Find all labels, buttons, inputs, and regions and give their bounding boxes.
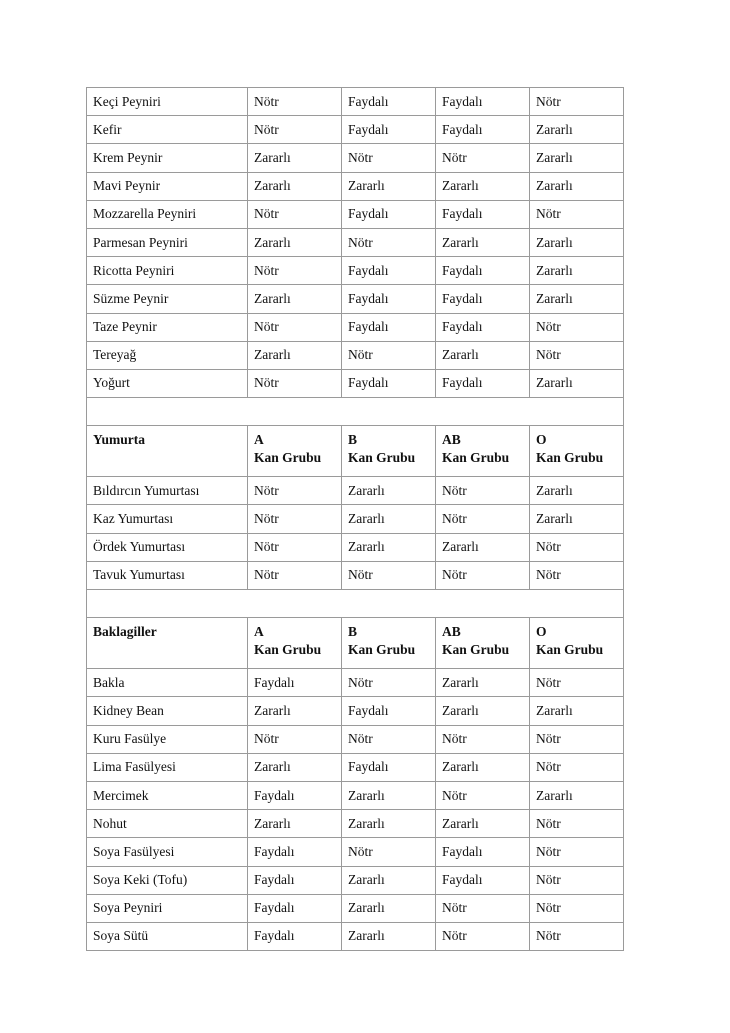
effect-cell: Faydalı bbox=[342, 697, 436, 725]
effect-cell: Nötr bbox=[436, 561, 530, 589]
effect-cell: Nötr bbox=[342, 561, 436, 589]
effect-cell: Nötr bbox=[342, 228, 436, 256]
effect-cell: Zararlı bbox=[436, 341, 530, 369]
effect-cell: Faydalı bbox=[248, 866, 342, 894]
food-name-cell: Lima Fasülyesi bbox=[87, 753, 248, 781]
effect-cell: Nötr bbox=[530, 669, 624, 697]
effect-cell: Zararlı bbox=[530, 257, 624, 285]
effect-cell: Faydalı bbox=[436, 200, 530, 228]
table-row bbox=[87, 894, 624, 922]
effect-cell: Faydalı bbox=[436, 285, 530, 313]
effect-cell: Nötr bbox=[530, 725, 624, 753]
table-row bbox=[87, 781, 624, 809]
section-title: Yumurta bbox=[87, 426, 248, 477]
table-row bbox=[87, 697, 624, 725]
effect-cell: Nötr bbox=[342, 144, 436, 172]
blood-group-letter: B bbox=[348, 432, 358, 448]
effect-cell: Faydalı bbox=[248, 922, 342, 950]
food-name-cell: Kefir bbox=[87, 116, 248, 144]
effect-cell: Nötr bbox=[436, 144, 530, 172]
table-row bbox=[87, 477, 624, 505]
effect-cell: Nötr bbox=[436, 781, 530, 809]
effect-cell: Faydalı bbox=[436, 257, 530, 285]
effect-cell: Faydalı bbox=[342, 257, 436, 285]
food-name-cell: Tavuk Yumurtası bbox=[87, 561, 248, 589]
effect-cell: Nötr bbox=[436, 505, 530, 533]
spacer-cell bbox=[87, 398, 624, 426]
effect-cell: Nötr bbox=[248, 369, 342, 397]
table-row bbox=[87, 922, 624, 950]
blood-group-header bbox=[248, 618, 342, 669]
effect-cell: Zararlı bbox=[530, 781, 624, 809]
effect-cell: Faydalı bbox=[342, 200, 436, 228]
table-row bbox=[87, 669, 624, 697]
table-row bbox=[87, 88, 624, 116]
effect-cell: Nötr bbox=[248, 200, 342, 228]
effect-cell: Nötr bbox=[530, 533, 624, 561]
effect-cell: Zararlı bbox=[248, 144, 342, 172]
food-name-cell: Soya Sütü bbox=[87, 922, 248, 950]
effect-cell: Faydalı bbox=[342, 285, 436, 313]
effect-cell: Faydalı bbox=[248, 669, 342, 697]
effect-cell: Faydalı bbox=[248, 838, 342, 866]
effect-cell: Zararlı bbox=[248, 753, 342, 781]
effect-cell: Zararlı bbox=[342, 866, 436, 894]
table-row bbox=[87, 116, 624, 144]
food-name-cell: Mercimek bbox=[87, 781, 248, 809]
effect-cell: Faydalı bbox=[342, 116, 436, 144]
food-name-cell: Mozzarella Peyniri bbox=[87, 200, 248, 228]
food-name-cell: Yoğurt bbox=[87, 369, 248, 397]
blood-type-food-table bbox=[86, 87, 624, 951]
food-name-cell: Süzme Peynir bbox=[87, 285, 248, 313]
table-row bbox=[87, 810, 624, 838]
effect-cell: Zararlı bbox=[248, 341, 342, 369]
food-name-cell: Soya Fasülyesi bbox=[87, 838, 248, 866]
effect-cell: Faydalı bbox=[342, 369, 436, 397]
effect-cell: Zararlı bbox=[342, 533, 436, 561]
section-spacer-row bbox=[87, 590, 624, 618]
effect-cell: Zararlı bbox=[248, 172, 342, 200]
effect-cell: Faydalı bbox=[436, 866, 530, 894]
table-row bbox=[87, 533, 624, 561]
blood-group-label: Kan Grubu bbox=[536, 450, 604, 466]
food-name-cell: Keçi Peyniri bbox=[87, 88, 248, 116]
blood-group-label: Kan Grubu bbox=[254, 450, 322, 466]
food-name-cell: Nohut bbox=[87, 810, 248, 838]
effect-cell: Nötr bbox=[436, 477, 530, 505]
effect-cell: Zararlı bbox=[530, 172, 624, 200]
effect-cell: Zararlı bbox=[436, 753, 530, 781]
effect-cell: Zararlı bbox=[530, 285, 624, 313]
effect-cell: Nötr bbox=[530, 922, 624, 950]
blood-group-header bbox=[436, 426, 530, 477]
food-name-cell: Kidney Bean bbox=[87, 697, 248, 725]
table-row bbox=[87, 144, 624, 172]
effect-cell: Faydalı bbox=[342, 88, 436, 116]
food-name-cell: Mavi Peynir bbox=[87, 172, 248, 200]
food-name-cell: Kuru Fasülye bbox=[87, 725, 248, 753]
table-row bbox=[87, 369, 624, 397]
blood-group-letter: A bbox=[254, 432, 264, 448]
blood-group-header bbox=[248, 426, 342, 477]
table-row bbox=[87, 341, 624, 369]
effect-cell: Nötr bbox=[530, 866, 624, 894]
table-row bbox=[87, 725, 624, 753]
effect-cell: Zararlı bbox=[436, 669, 530, 697]
effect-cell: Nötr bbox=[530, 753, 624, 781]
effect-cell: Zararlı bbox=[436, 697, 530, 725]
table-row bbox=[87, 753, 624, 781]
blood-group-letter: AB bbox=[442, 624, 461, 640]
blood-group-label: Kan Grubu bbox=[442, 450, 510, 466]
blood-group-header bbox=[530, 426, 624, 477]
effect-cell: Zararlı bbox=[530, 505, 624, 533]
effect-cell: Faydalı bbox=[342, 753, 436, 781]
effect-cell: Zararlı bbox=[342, 477, 436, 505]
effect-cell: Nötr bbox=[248, 533, 342, 561]
effect-cell: Zararlı bbox=[436, 172, 530, 200]
effect-cell: Faydalı bbox=[436, 369, 530, 397]
effect-cell: Zararlı bbox=[248, 697, 342, 725]
effect-cell: Faydalı bbox=[436, 116, 530, 144]
effect-cell: Nötr bbox=[248, 725, 342, 753]
effect-cell: Zararlı bbox=[342, 172, 436, 200]
blood-group-letter: O bbox=[536, 624, 547, 640]
food-name-cell: Ricotta Peyniri bbox=[87, 257, 248, 285]
effect-cell: Zararlı bbox=[248, 228, 342, 256]
effect-cell: Zararlı bbox=[530, 116, 624, 144]
effect-cell: Faydalı bbox=[342, 313, 436, 341]
effect-cell: Nötr bbox=[530, 561, 624, 589]
table-row bbox=[87, 866, 624, 894]
table-body bbox=[87, 88, 624, 951]
effect-cell: Nötr bbox=[248, 561, 342, 589]
effect-cell: Zararlı bbox=[248, 285, 342, 313]
table-row bbox=[87, 505, 624, 533]
blood-group-header bbox=[342, 426, 436, 477]
table-row bbox=[87, 257, 624, 285]
spacer-cell bbox=[87, 590, 624, 618]
blood-group-label: Kan Grubu bbox=[536, 642, 604, 658]
effect-cell: Faydalı bbox=[248, 894, 342, 922]
food-name-cell: Tereyağ bbox=[87, 341, 248, 369]
effect-cell: Faydalı bbox=[436, 838, 530, 866]
food-name-cell: Bakla bbox=[87, 669, 248, 697]
effect-cell: Nötr bbox=[436, 894, 530, 922]
table-row bbox=[87, 313, 624, 341]
section-spacer-row bbox=[87, 398, 624, 426]
table-row bbox=[87, 838, 624, 866]
table-row bbox=[87, 228, 624, 256]
effect-cell: Nötr bbox=[248, 477, 342, 505]
effect-cell: Faydalı bbox=[436, 313, 530, 341]
effect-cell: Nötr bbox=[530, 810, 624, 838]
blood-group-header bbox=[342, 618, 436, 669]
effect-cell: Nötr bbox=[530, 341, 624, 369]
effect-cell: Nötr bbox=[530, 88, 624, 116]
effect-cell: Nötr bbox=[436, 725, 530, 753]
effect-cell: Faydalı bbox=[436, 88, 530, 116]
food-name-cell: Bıldırcın Yumurtası bbox=[87, 477, 248, 505]
blood-group-header bbox=[530, 618, 624, 669]
effect-cell: Zararlı bbox=[248, 810, 342, 838]
effect-cell: Zararlı bbox=[530, 144, 624, 172]
effect-cell: Zararlı bbox=[342, 781, 436, 809]
effect-cell: Nötr bbox=[248, 116, 342, 144]
effect-cell: Nötr bbox=[248, 257, 342, 285]
blood-group-letter: B bbox=[348, 624, 358, 640]
blood-group-letter: A bbox=[254, 624, 264, 640]
effect-cell: Zararlı bbox=[436, 810, 530, 838]
effect-cell: Nötr bbox=[530, 894, 624, 922]
effect-cell: Nötr bbox=[248, 505, 342, 533]
effect-cell: Faydalı bbox=[248, 781, 342, 809]
food-name-cell: Soya Keki (Tofu) bbox=[87, 866, 248, 894]
effect-cell: Zararlı bbox=[436, 533, 530, 561]
blood-group-letter: AB bbox=[442, 432, 461, 448]
section-header-row bbox=[87, 618, 624, 669]
effect-cell: Nötr bbox=[530, 313, 624, 341]
effect-cell: Zararlı bbox=[530, 477, 624, 505]
section-title: Baklagiller bbox=[87, 618, 248, 669]
food-name-cell: Kaz Yumurtası bbox=[87, 505, 248, 533]
food-name-cell: Soya Peyniri bbox=[87, 894, 248, 922]
blood-group-label: Kan Grubu bbox=[348, 450, 416, 466]
food-name-cell: Ördek Yumurtası bbox=[87, 533, 248, 561]
effect-cell: Zararlı bbox=[530, 228, 624, 256]
food-name-cell: Krem Peynir bbox=[87, 144, 248, 172]
blood-group-label: Kan Grubu bbox=[442, 642, 510, 658]
effect-cell: Zararlı bbox=[436, 228, 530, 256]
effect-cell: Nötr bbox=[342, 725, 436, 753]
table-row bbox=[87, 172, 624, 200]
effect-cell: Nötr bbox=[530, 838, 624, 866]
food-name-cell: Taze Peynir bbox=[87, 313, 248, 341]
table-row bbox=[87, 200, 624, 228]
effect-cell: Nötr bbox=[530, 200, 624, 228]
food-name-cell: Parmesan Peyniri bbox=[87, 228, 248, 256]
section-header-row bbox=[87, 426, 624, 477]
blood-group-header bbox=[436, 618, 530, 669]
blood-group-label: Kan Grubu bbox=[348, 642, 416, 658]
blood-group-letter: O bbox=[536, 432, 547, 448]
table-row bbox=[87, 561, 624, 589]
table-row bbox=[87, 285, 624, 313]
effect-cell: Nötr bbox=[342, 669, 436, 697]
effect-cell: Zararlı bbox=[342, 505, 436, 533]
effect-cell: Nötr bbox=[436, 922, 530, 950]
effect-cell: Zararlı bbox=[342, 894, 436, 922]
effect-cell: Nötr bbox=[248, 313, 342, 341]
effect-cell: Zararlı bbox=[342, 810, 436, 838]
effect-cell: Zararlı bbox=[530, 697, 624, 725]
effect-cell: Zararlı bbox=[342, 922, 436, 950]
blood-group-label: Kan Grubu bbox=[254, 642, 322, 658]
effect-cell: Zararlı bbox=[530, 369, 624, 397]
effect-cell: Nötr bbox=[342, 838, 436, 866]
effect-cell: Nötr bbox=[342, 341, 436, 369]
effect-cell: Nötr bbox=[248, 88, 342, 116]
